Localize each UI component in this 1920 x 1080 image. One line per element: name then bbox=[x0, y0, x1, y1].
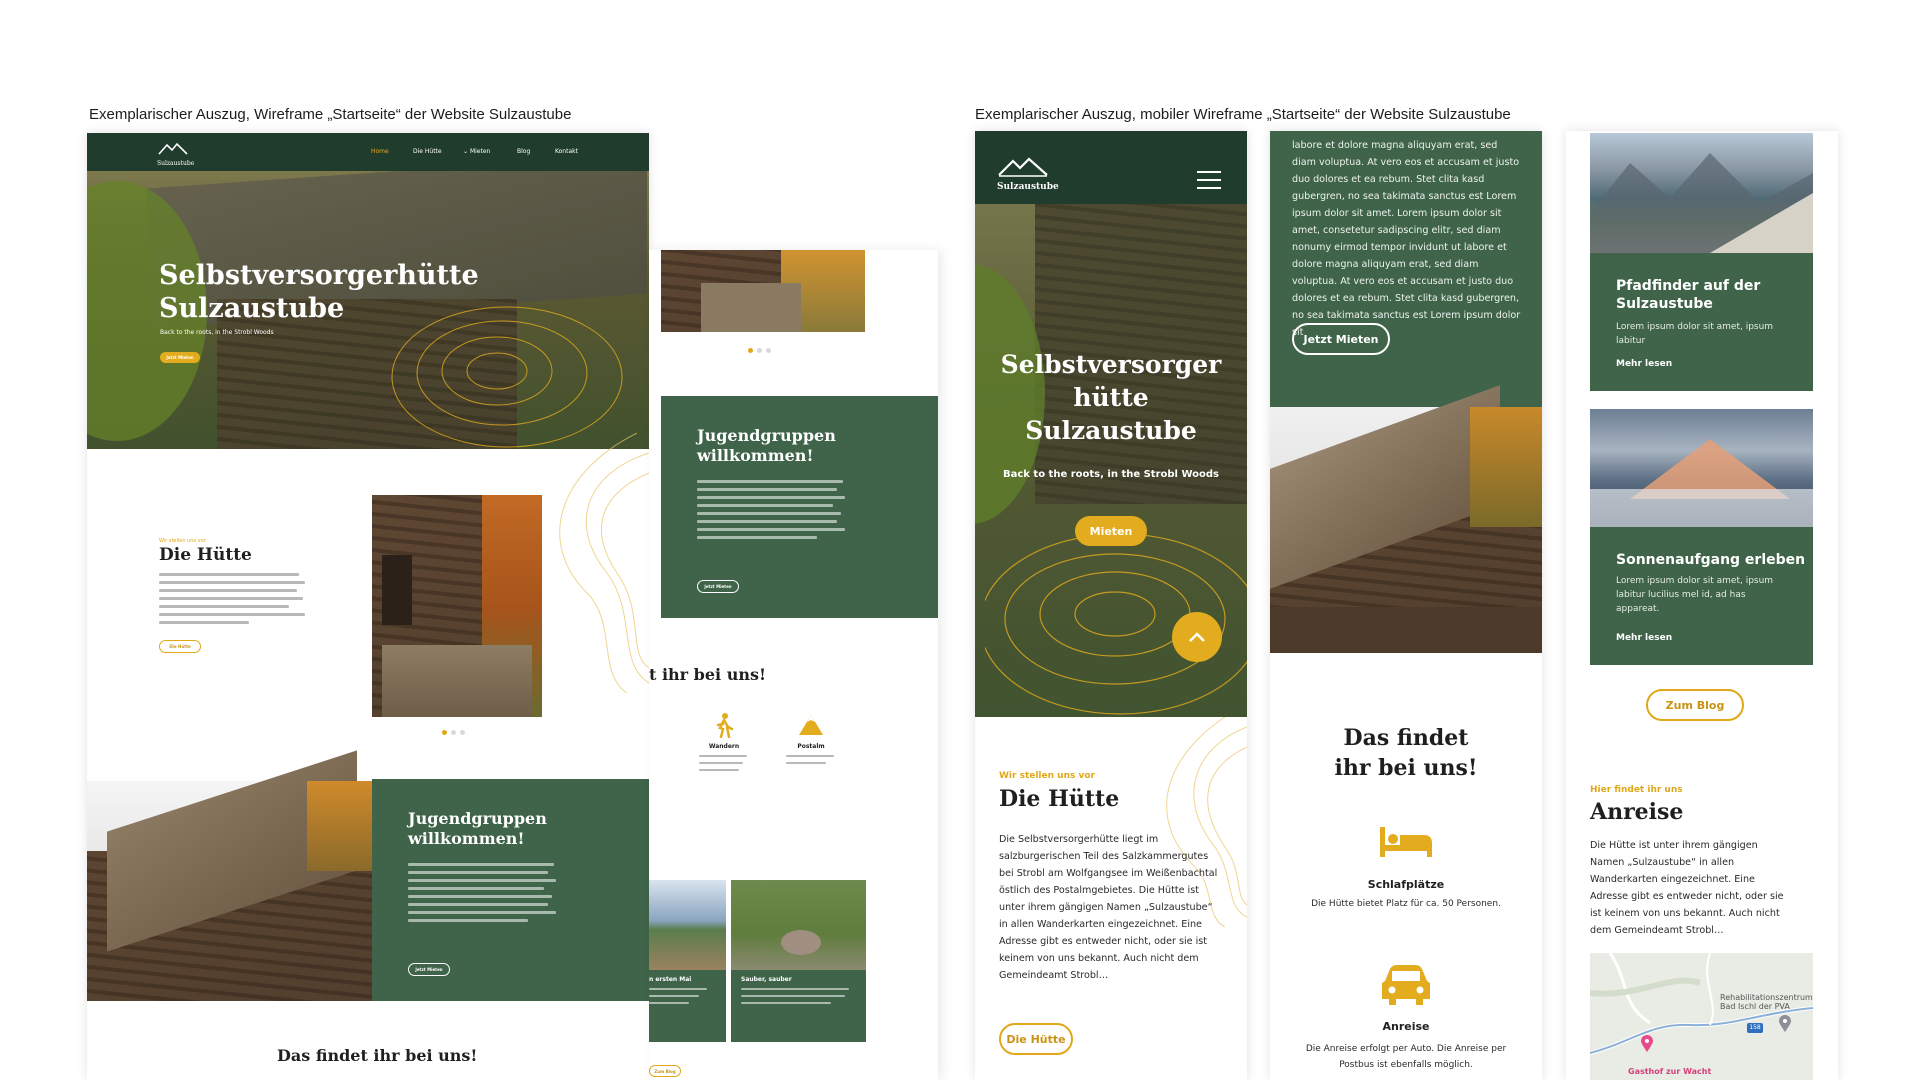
huette-image bbox=[372, 495, 542, 717]
continued-jugend-title bbox=[697, 426, 836, 466]
map-label-gasthof: Gasthof zur Wacht bbox=[1628, 1067, 1712, 1076]
anreise-kicker: Hier findet ihr uns bbox=[1590, 785, 1683, 795]
nav-blog[interactable]: Blog bbox=[517, 148, 531, 155]
logo[interactable] bbox=[157, 141, 195, 167]
feature-postalm bbox=[786, 712, 836, 769]
hero-rent-button[interactable]: Jetzt Mieten bbox=[160, 352, 200, 363]
blog-card-2-read-more-link[interactable]: Mehr lesen bbox=[1616, 633, 1673, 643]
hero-title bbox=[159, 259, 479, 325]
desktop-hero bbox=[87, 171, 649, 449]
blog-card-2-image bbox=[731, 880, 866, 970]
jugend-body: labore et dolore magna aliquyam erat, sed diam voluptua. At vero eos et accusam et justo duo dolores et ea rebum. Stet clita kasd gubergren, no sea takimata sanctus est Lorem ipsum dolor sit amet. Lorem ipsum dolor sit amet, consetetur sadipscing elitr, sed diam nonumy eirmod tempor invidunt ut labore et dolore magna aliquyam erat, sed diam voluptua. At vero eos et accusam et justo duo dolores et ea rebum. Stet clita kasd gubergren, no sea takimata sanctus est Lorem ipsum dolor sit bbox=[1292, 140, 1521, 338]
continued-jugend-button[interactable]: Jetzt Mieten bbox=[697, 580, 739, 593]
blog-card-1-read-more-link[interactable]: Mehr lesen bbox=[1616, 359, 1673, 369]
anreise-title: Anreise bbox=[1590, 799, 1684, 825]
mobile-navbar bbox=[975, 131, 1247, 204]
mobile-wireframe-3 bbox=[1566, 131, 1838, 1080]
map-label-reha: Rehabilitationszentrum Bad Ischl der PVA bbox=[1720, 993, 1813, 1011]
hamburger-menu-icon[interactable] bbox=[1197, 171, 1221, 189]
jugend-title-line2: willkommen! bbox=[408, 829, 525, 848]
mountain-logo-icon bbox=[997, 155, 1049, 177]
jugend-rent-button[interactable]: Jetzt Mieten bbox=[1292, 323, 1390, 355]
blog-card-1[interactable] bbox=[649, 880, 726, 1042]
map-road-shield: 158 bbox=[1747, 1023, 1763, 1033]
blog-card-1-image bbox=[649, 880, 726, 970]
findet-title bbox=[1270, 723, 1542, 783]
desktop-wireframe-continued bbox=[649, 250, 938, 1080]
feature-postalm-title: Postalm bbox=[797, 743, 825, 750]
mountain-icon bbox=[798, 712, 824, 738]
anreise-body: Die Hütte ist unter ihrem gängigen Namen „Sulzaustube“ in allen Wanderkarten eingezeichnet. Eine Adresse gibt es entweder nicht, oder sie ist keinem von uns bekannt. Auch nicht dem Gemeindeamt Strobl… bbox=[1590, 840, 1784, 936]
blog-card-2-title: Sonnenaufgang erleben bbox=[1616, 552, 1806, 568]
map-pin-icon[interactable] bbox=[1640, 1035, 1654, 1053]
caption-desktop: Exemplarischer Auszug, Wireframe „Startseite“ der Website Sulzaustube bbox=[89, 106, 572, 123]
blog-card-2-title: Sauber, sauber bbox=[741, 976, 792, 983]
jugend-image bbox=[87, 781, 372, 1001]
blog-button[interactable]: Zum Blog bbox=[649, 1065, 681, 1077]
hero-title bbox=[975, 348, 1247, 447]
blog-card-1[interactable] bbox=[1590, 133, 1813, 391]
hero-subtitle: Back to the roots, in the Strobl Woods bbox=[160, 329, 274, 336]
huette-button[interactable]: Die Hütte bbox=[999, 1023, 1073, 1055]
hiking-icon bbox=[712, 712, 736, 738]
feature-anreise bbox=[1270, 963, 1542, 1073]
jugend-panel bbox=[372, 779, 649, 1001]
chevron-down-icon: ⌄ bbox=[463, 148, 469, 155]
feature-wandern bbox=[699, 712, 749, 776]
blog-card-2-text: Lorem ipsum dolor sit amet, ipsum labitur lucilius mel id, ad has appareat. bbox=[1616, 576, 1774, 614]
blog-card-2[interactable] bbox=[731, 880, 866, 1042]
hero-subtitle: Back to the roots, in the Strobl Woods bbox=[1003, 469, 1219, 480]
nav-huette[interactable]: Die Hütte bbox=[413, 148, 442, 155]
car-icon bbox=[1380, 963, 1432, 1007]
huette-body-placeholder bbox=[159, 573, 309, 629]
feature-anreise-title: Anreise bbox=[1382, 1020, 1430, 1033]
desktop-wireframe bbox=[87, 133, 649, 1080]
blog-card-2-image bbox=[1590, 409, 1813, 527]
carousel-dots[interactable] bbox=[748, 340, 775, 358]
jugend-title bbox=[408, 809, 547, 849]
feature-schlafplaetze-text: Die Hütte bietet Platz für ca. 50 Personen. bbox=[1311, 899, 1501, 909]
blog-card-2[interactable] bbox=[1590, 409, 1813, 665]
jugend-title-line1: Jugendgruppen bbox=[408, 809, 547, 828]
caption-mobile: Exemplarischer Auszug, mobiler Wireframe „Startseite“ der Website Sulzaustube bbox=[975, 106, 1511, 123]
chevron-up-icon bbox=[1188, 631, 1206, 643]
huette-button[interactable]: Die Hütte bbox=[159, 640, 201, 653]
hut-image bbox=[1270, 407, 1542, 653]
huette-body: Die Selbstversorgerhütte liegt im salzburgerischen Teil des Salzkammergutes bei Strobl am Wolfgangsee im Weißenbachtal östlich des Postalmgebietes. Die Hütte ist unter ihrem gängigen Namen „Sulzaustube“ in allen Wanderkarten eingezeichnet. Eine Adresse gibt es entweder nicht, oder sie ist keinem von uns bekannt. Auch nicht dem Gemeindeamt Strobl… bbox=[999, 834, 1218, 981]
jugend-body-placeholder bbox=[408, 863, 558, 927]
huette-kicker: Wir stellen uns vor bbox=[999, 771, 1095, 781]
desktop-navbar bbox=[87, 133, 649, 171]
nav-mieten-label: Mieten bbox=[469, 148, 491, 155]
hero-rent-button[interactable]: Mieten bbox=[1075, 516, 1147, 546]
continued-carousel-image bbox=[661, 250, 865, 332]
blog-card-1-image bbox=[1590, 133, 1813, 253]
feature-schlafplaetze-title: Schlafplätze bbox=[1367, 878, 1445, 891]
jugend-button[interactable]: Jetzt Mieten bbox=[408, 963, 450, 976]
blog-card-1-title: Pfadfinder auf der Sulzaustube bbox=[1616, 278, 1761, 312]
continued-jugend-panel bbox=[661, 396, 938, 618]
continued-jugend-title-line2: willkommen! bbox=[697, 446, 814, 465]
bed-icon bbox=[1378, 821, 1434, 861]
hero-title-line3: Sulzaustube bbox=[1025, 416, 1197, 445]
mountain-logo-icon bbox=[157, 141, 189, 155]
location-map[interactable] bbox=[1590, 953, 1813, 1080]
map-pin-icon[interactable] bbox=[1778, 1015, 1792, 1033]
logo-text: Sulzaustube bbox=[157, 160, 195, 167]
feature-wandern-title: Wandern bbox=[708, 743, 740, 750]
mobile-wireframe-2 bbox=[1270, 131, 1542, 1080]
blog-card-1-text: Lorem ipsum dolor sit amet, ipsum labitur bbox=[1616, 322, 1774, 346]
huette-kicker: Wir stellen uns vor bbox=[159, 538, 206, 544]
mountain-photo-icon bbox=[1590, 143, 1813, 253]
hero-title-line2: Sulzaustube bbox=[159, 293, 345, 324]
jugend-panel bbox=[1270, 131, 1542, 407]
continued-jugend-body-placeholder bbox=[697, 480, 847, 544]
mobile-wireframe-1 bbox=[975, 131, 1247, 1080]
feature-anreise-text: Die Anreise erfolgt per Auto. Die Anreise per Postbus ist ebenfalls möglich. bbox=[1305, 1044, 1507, 1070]
huette-title: Die Hütte bbox=[999, 786, 1120, 812]
hero-title-line1: Selbstversorgerhütte bbox=[159, 260, 479, 291]
blog-card-1-title: n ersten Mai bbox=[649, 976, 692, 983]
findet-title: Das findet ihr bei uns! bbox=[277, 1046, 478, 1065]
findet-title-line1: Das findet bbox=[1343, 725, 1469, 751]
nav-home[interactable]: Home bbox=[371, 148, 389, 155]
blog-button[interactable]: Zum Blog bbox=[1646, 689, 1744, 721]
mobile-hero bbox=[975, 204, 1247, 717]
findet-title-line2: ihr bei uns! bbox=[1334, 755, 1478, 781]
sunrise-peak-icon bbox=[1590, 429, 1813, 527]
huette-title: Die Hütte bbox=[159, 545, 252, 565]
continued-jugend-title-line1: Jugendgruppen bbox=[697, 426, 836, 445]
hero-title-line1: Selbstversorger bbox=[1000, 350, 1222, 379]
feature-schlafplaetze bbox=[1270, 821, 1542, 909]
continued-findet-title: t ihr bei uns! bbox=[649, 665, 766, 684]
nav-mieten[interactable] bbox=[463, 148, 490, 155]
logo[interactable] bbox=[997, 155, 1057, 195]
scroll-to-top-button[interactable] bbox=[1172, 612, 1222, 662]
nav-kontakt[interactable]: Kontakt bbox=[555, 148, 578, 155]
logo-text: Sulzaustube bbox=[997, 182, 1059, 192]
hero-title-line2: hütte bbox=[1073, 383, 1149, 412]
carousel-dots[interactable] bbox=[442, 722, 469, 740]
